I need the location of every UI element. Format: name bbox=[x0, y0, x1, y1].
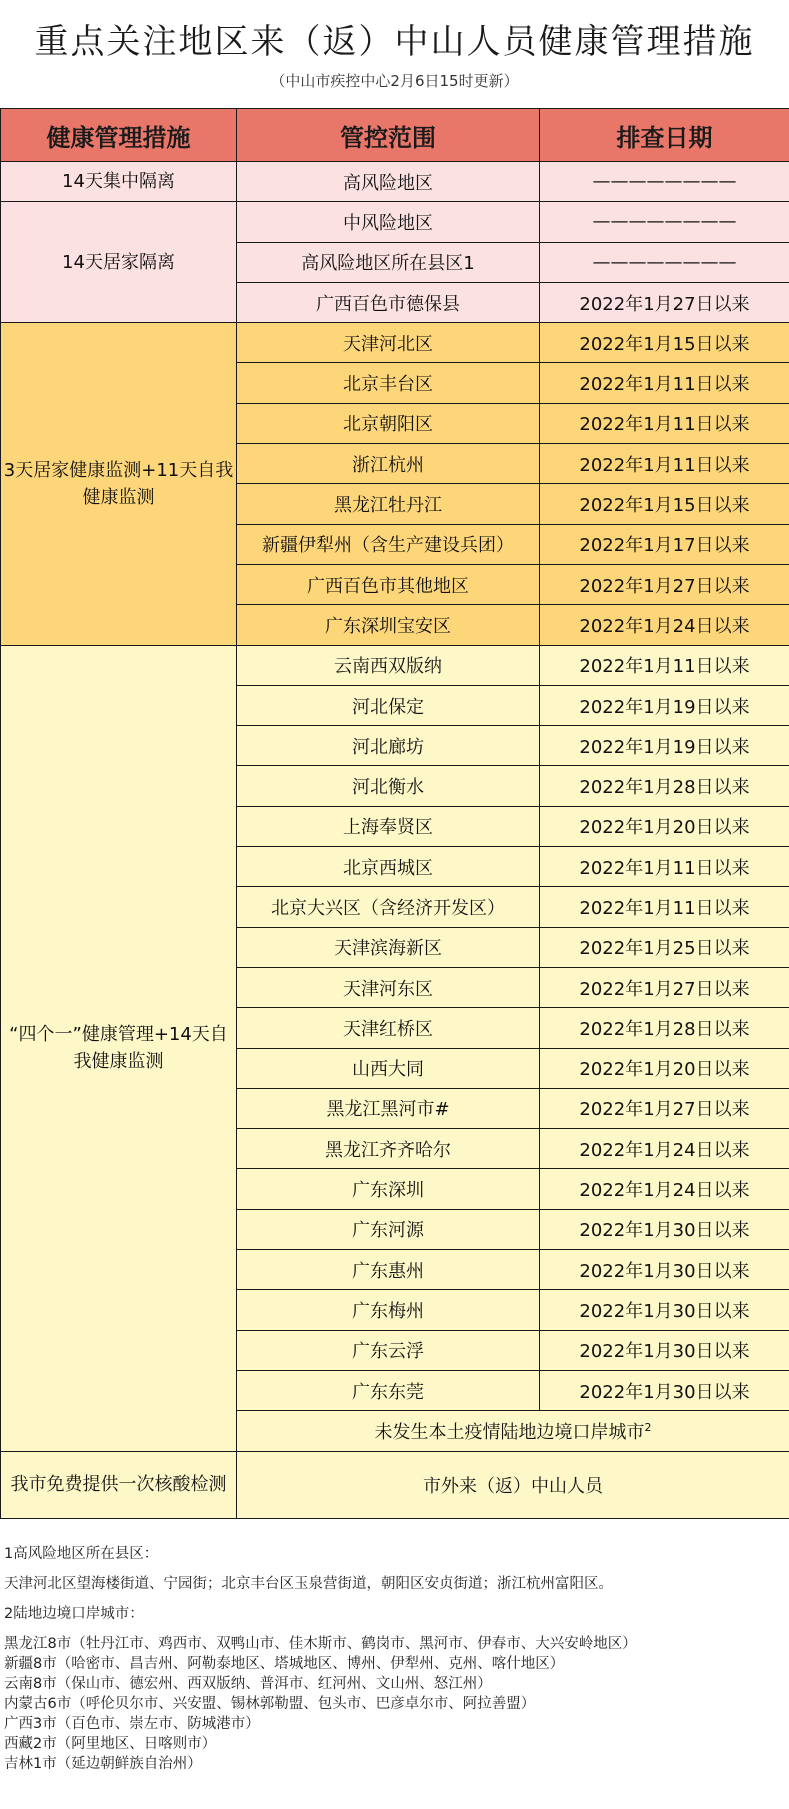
area-cell: 北京大兴区（含经济开发区） bbox=[237, 887, 540, 927]
area-cell: 天津河北区 bbox=[237, 323, 540, 363]
area-cell: 高风险地区 bbox=[237, 162, 540, 202]
group-free-test: 我市免费提供一次核酸检测 bbox=[1, 1451, 237, 1518]
area-cell: 河北保定 bbox=[237, 685, 540, 725]
group-home-monitoring: 3天居家健康监测+11天自我健康监测 bbox=[1, 323, 237, 645]
header-scope: 管控范围 bbox=[237, 109, 540, 162]
area-cell: 河北廊坊 bbox=[237, 726, 540, 766]
header-date: 排查日期 bbox=[540, 109, 789, 162]
area-cell: 广西百色市其他地区 bbox=[237, 564, 540, 604]
area-cell: 广东河源 bbox=[237, 1209, 540, 1249]
date-cell: 2022年1月27日以来 bbox=[540, 1088, 789, 1128]
area-cell: 广东惠州 bbox=[237, 1250, 540, 1290]
note2-line: 广西3市（百色市、崇左市、防城港市） bbox=[4, 1716, 260, 1732]
footnote-marker: 2 bbox=[644, 1420, 652, 1434]
group-home-quarantine: 14天居家隔离 bbox=[1, 202, 237, 323]
area-cell: 云南西双版纳 bbox=[237, 645, 540, 685]
table-row bbox=[1, 323, 789, 363]
date-cell: 2022年1月11日以来 bbox=[540, 645, 789, 685]
date-cell: 2022年1月27日以来 bbox=[540, 282, 789, 322]
border-cities-cell bbox=[237, 1411, 789, 1451]
date-cell: 2022年1月20日以来 bbox=[540, 1048, 789, 1088]
table-row bbox=[1, 645, 789, 685]
date-cell: 2022年1月30日以来 bbox=[540, 1370, 789, 1410]
table-row bbox=[1, 162, 789, 202]
table-row bbox=[1, 202, 789, 242]
area-cell: 广西百色市德保县 bbox=[237, 282, 540, 322]
area-cell: 黑龙江牡丹江 bbox=[237, 484, 540, 524]
date-cell: 2022年1月24日以来 bbox=[540, 1169, 789, 1209]
border-cities-label: 未发生本土疫情陆地边境口岸城市 bbox=[374, 1421, 645, 1443]
area-cell: 天津滨海新区 bbox=[237, 927, 540, 967]
date-cell: ———————— bbox=[540, 202, 789, 242]
date-cell: 2022年1月19日以来 bbox=[540, 685, 789, 725]
area-cell: 北京朝阳区 bbox=[237, 403, 540, 443]
area-cell: 广东东莞 bbox=[237, 1370, 540, 1410]
date-cell: 2022年1月30日以来 bbox=[540, 1209, 789, 1249]
area-cell: 山西大同 bbox=[237, 1048, 540, 1088]
date-cell: 2022年1月20日以来 bbox=[540, 806, 789, 846]
area-cell: 广东深圳宝安区 bbox=[237, 605, 540, 645]
date-cell: 2022年1月30日以来 bbox=[540, 1250, 789, 1290]
date-cell: 2022年1月30日以来 bbox=[540, 1330, 789, 1370]
group-central-quarantine: 14天集中隔离 bbox=[1, 162, 237, 202]
area-cell: 天津红桥区 bbox=[237, 1008, 540, 1048]
header-measure: 健康管理措施 bbox=[1, 109, 237, 162]
area-cell: 黑龙江黑河市# bbox=[237, 1088, 540, 1128]
date-cell: 2022年1月11日以来 bbox=[540, 363, 789, 403]
date-cell: 2022年1月11日以来 bbox=[540, 887, 789, 927]
date-cell: 2022年1月27日以来 bbox=[540, 564, 789, 604]
note2-line: 西藏2市（阿里地区、日喀则市） bbox=[4, 1736, 217, 1752]
area-cell: 高风险地区所在县区1 bbox=[237, 242, 540, 282]
note2-line: 云南8市（保山市、德宏州、西双版纳、普洱市、红河州、文山州、怒江州） bbox=[4, 1676, 492, 1692]
date-cell: 2022年1月11日以来 bbox=[540, 403, 789, 443]
area-cell: 广东深圳 bbox=[237, 1169, 540, 1209]
page-title: 重点关注地区来（返）中山人员健康管理措施 bbox=[34, 22, 755, 62]
area-cell: 中风险地区 bbox=[237, 202, 540, 242]
area-cell: 黑龙江齐齐哈尔 bbox=[237, 1129, 540, 1169]
date-cell: 2022年1月15日以来 bbox=[540, 323, 789, 363]
table-header-row bbox=[1, 109, 789, 162]
area-cell: 河北衡水 bbox=[237, 766, 540, 806]
date-cell: 2022年1月11日以来 bbox=[540, 847, 789, 887]
date-cell: 2022年1月24日以来 bbox=[540, 605, 789, 645]
date-cell: 2022年1月11日以来 bbox=[540, 444, 789, 484]
note2-line: 黑龙江8市（牡丹江市、鸡西市、双鸭山市、佳木斯市、鹤岗市、黑河市、伊春市、大兴安岭地区） bbox=[4, 1636, 637, 1652]
area-cell: 广东云浮 bbox=[237, 1330, 540, 1370]
footnotes bbox=[4, 1544, 784, 1774]
area-cell: 广东梅州 bbox=[237, 1290, 540, 1330]
note2-line: 吉林1市（延边朝鲜族自治州） bbox=[4, 1756, 202, 1772]
date-cell: 2022年1月27日以来 bbox=[540, 967, 789, 1007]
note1-title: 1高风险地区所在县区： bbox=[4, 1546, 159, 1562]
area-cell: 北京西城区 bbox=[237, 847, 540, 887]
measures-table bbox=[0, 108, 789, 1519]
note2-title: 2陆地边境口岸城市： bbox=[4, 1606, 144, 1622]
date-cell: 2022年1月24日以来 bbox=[540, 1129, 789, 1169]
date-cell: 2022年1月28日以来 bbox=[540, 766, 789, 806]
date-cell: 2022年1月17日以来 bbox=[540, 524, 789, 564]
area-cell: 新疆伊犁州（含生产建设兵团） bbox=[237, 524, 540, 564]
date-cell: 2022年1月30日以来 bbox=[540, 1290, 789, 1330]
date-cell: ———————— bbox=[540, 242, 789, 282]
date-cell: 2022年1月25日以来 bbox=[540, 927, 789, 967]
date-cell: ———————— bbox=[540, 162, 789, 202]
returnees-cell: 市外来（返）中山人员 bbox=[237, 1451, 789, 1518]
area-cell: 北京丰台区 bbox=[237, 363, 540, 403]
note2-line: 新疆8市（哈密市、昌吉州、阿勒泰地区、塔城地区、博州、伊犁州、克州、喀什地区） bbox=[4, 1656, 565, 1672]
date-cell: 2022年1月15日以来 bbox=[540, 484, 789, 524]
note2-line: 内蒙古6市（呼伦贝尔市、兴安盟、锡林郭勒盟、包头市、巴彦卓尔市、阿拉善盟） bbox=[4, 1696, 536, 1712]
note1-body: 天津河北区望海楼街道、宁园街；北京丰台区玉泉营街道，朝阳区安贞街道；浙江杭州富阳区。 bbox=[4, 1576, 613, 1592]
page-subtitle: （中山市疾控中心2月6日15时更新） bbox=[270, 72, 519, 90]
area-cell: 上海奉贤区 bbox=[237, 806, 540, 846]
date-cell: 2022年1月19日以来 bbox=[540, 726, 789, 766]
area-cell: 天津河东区 bbox=[237, 967, 540, 1007]
table-row bbox=[1, 1451, 789, 1518]
date-cell: 2022年1月28日以来 bbox=[540, 1008, 789, 1048]
area-cell: 浙江杭州 bbox=[237, 444, 540, 484]
group-four-ones: “四个一”健康管理+14天自我健康监测 bbox=[1, 645, 237, 1451]
